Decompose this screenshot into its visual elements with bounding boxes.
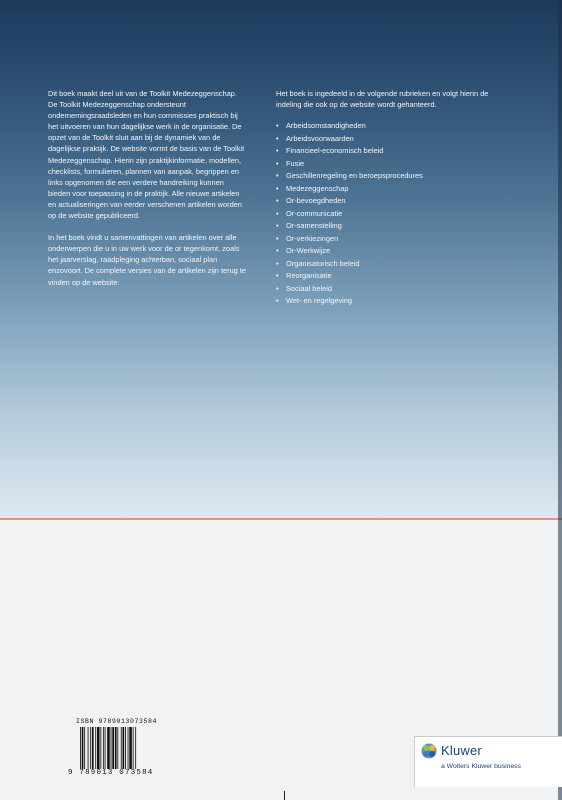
barcode-bar [82, 727, 84, 769]
barcode-bar [97, 727, 100, 769]
list-item: • Medezeggenschap [276, 183, 512, 196]
list-item: • Or-bevoegdheden [276, 195, 512, 208]
list-item: • Financieel-economisch beleid [276, 145, 512, 158]
barcode-bar [115, 727, 117, 769]
barcode-bar [105, 727, 106, 769]
barcode [80, 727, 160, 769]
barcode-bar [84, 727, 85, 769]
description-paragraph-2: In het boek vindt u samenvattingen van artikelen over alle onderwerpen die u in uw werk voor de or tegenkomt, zoals het jaarverslag, raadpleging achterban, sociaal plan enzovoort. De complete versies van de artikelen zijn terug te vinden op de website. [48, 233, 247, 287]
barcode-bar [125, 727, 126, 769]
list-item: • Arbeidsvoorwaarden [276, 133, 512, 146]
barcode-bar [135, 727, 136, 769]
list-item: • Fusie [276, 158, 512, 171]
description-paragraph-1: Dit boek maakt deel uit van de Toolkit Medezeggenschap. De Toolkit Medezeggenschap ondersteunt ondernemingsraadsleden en hun commissies praktisch bij het uitvoeren van hun dagelijkse werk in de organisatie. De opzet van de Toolkit sluit aan bij de dynamiek van de dagelijkse praktijk. De website vormt de basis van de Toolkit Medezeggenschap. Hierin zijn praktijkinformatie, modellen, checklists, formulieren, plannen van aanpak, begrippen en links opgenomen die een verdere handreiking kunnen bieden voor toepassing in de praktijk. Alle nieuwe artikelen en actualiseringen van eerder verschenen artikelen worden op de website gepubliceerd. [48, 89, 245, 221]
barcode-bar [90, 727, 91, 769]
publisher-logo-block [414, 736, 562, 787]
barcode-bar [117, 727, 118, 769]
barcode-bar [121, 727, 122, 769]
trim-mark [284, 791, 285, 800]
list-item: • Wet- en regelgeving [276, 295, 512, 308]
barcode-bar [100, 727, 101, 769]
list-item: • Sociaal beleid [276, 283, 512, 296]
list-item: • Geschillenregeling en beroepsprocedures [276, 170, 512, 183]
isbn-label: ISBN 9789013073584 [76, 718, 158, 725]
list-item: • Or-communicatie [276, 208, 512, 221]
barcode-bar [123, 727, 125, 769]
barcode-bar [111, 727, 112, 769]
contents-column [276, 88, 512, 308]
kluwer-globe-icon [421, 743, 437, 759]
barcode-bar [88, 727, 89, 769]
list-item: • Or-Werkwijze [276, 245, 512, 258]
list-item: • Organisatorisch beleid [276, 258, 512, 271]
barcode-bar [107, 727, 110, 769]
list-item: • Arbeidsomstandigheden [276, 120, 512, 133]
spine-edge [558, 0, 562, 800]
list-item: • Or-samenstelling [276, 220, 512, 233]
publisher-tagline: a Wolters Kluwer business [441, 763, 521, 770]
barcode-bar [133, 727, 134, 769]
list-item: • Or-verkiezingen [276, 233, 512, 246]
barcode-bar [92, 727, 94, 769]
list-item: • Reorganisatie [276, 270, 512, 283]
contents-intro: Het boek is ingedeeld in de volgende rubrieken en volgt hierin de indeling die ook op de website wordt gehanteerd. [276, 89, 489, 110]
barcode-bar [95, 727, 96, 769]
barcode-bar [103, 727, 104, 769]
barcode-bar [129, 727, 132, 769]
panel-divider [0, 518, 562, 520]
barcode-digits: 9 789013 073584 [68, 769, 154, 777]
barcode-bar [128, 727, 129, 769]
rubrieken-list [276, 120, 512, 308]
description-column [48, 88, 246, 299]
barcode-bar [112, 727, 114, 769]
publisher-name: Kluwer [441, 743, 482, 758]
barcode-bar [80, 727, 81, 769]
